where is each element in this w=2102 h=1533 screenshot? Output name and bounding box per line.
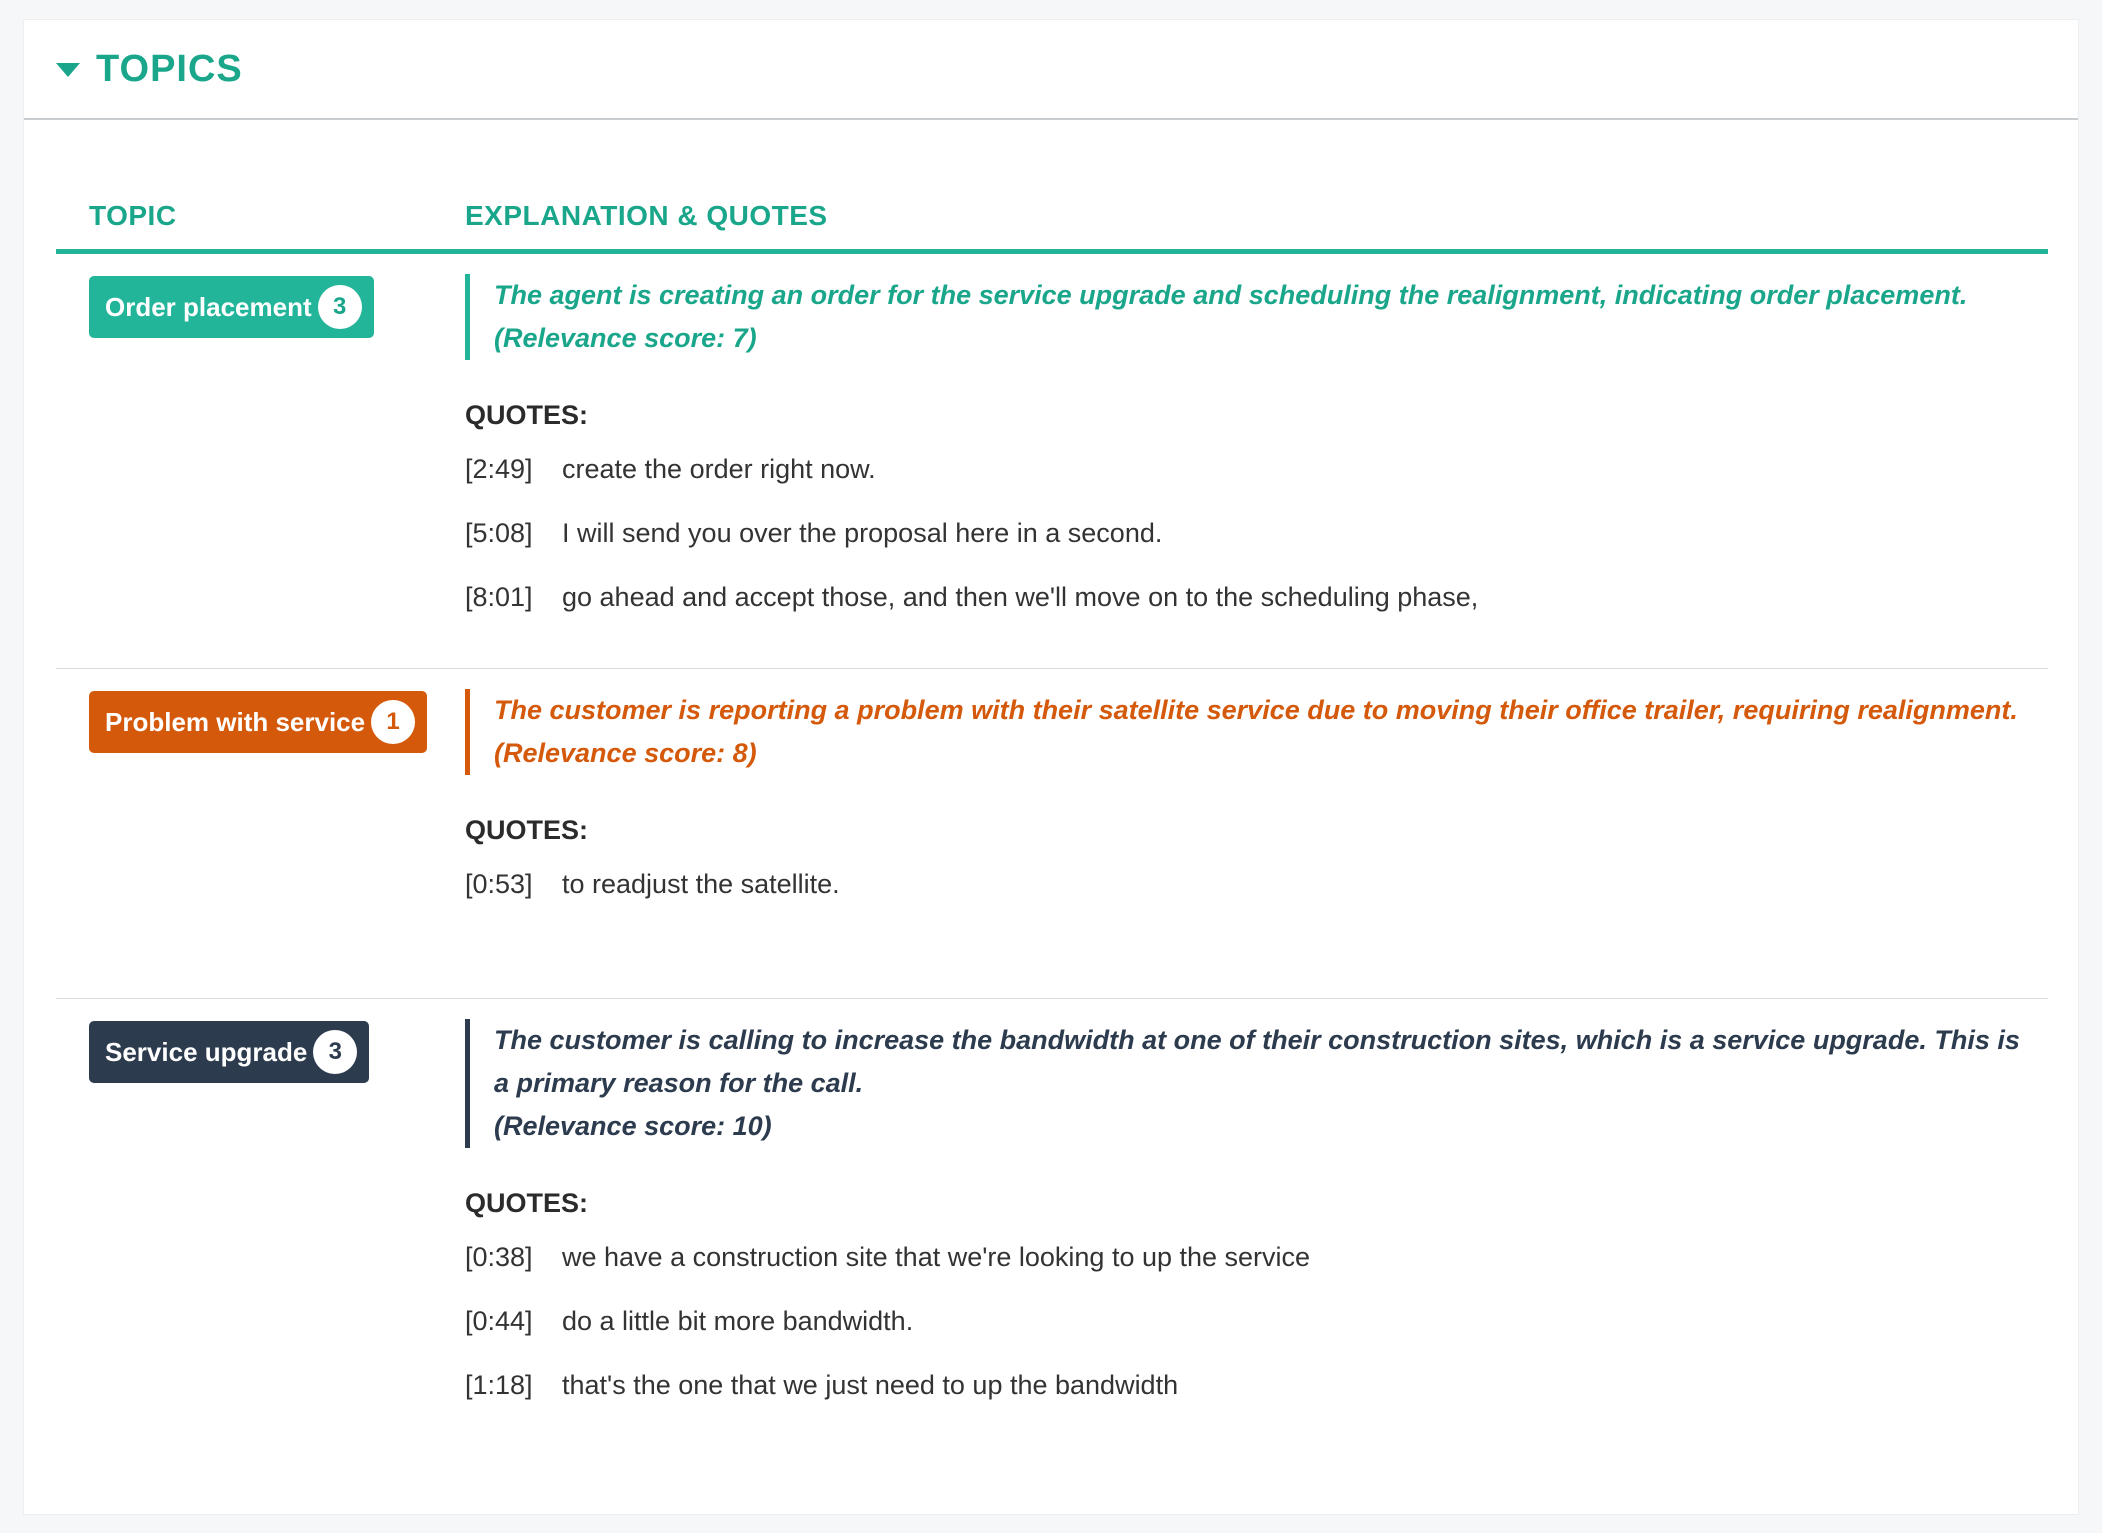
quote-text: do a little bit more bandwidth.: [562, 1306, 914, 1336]
quotes-label: QUOTES:: [465, 400, 589, 430]
topic-explanation: [465, 1019, 2025, 1148]
topic-count-badge: 3: [313, 1030, 357, 1074]
quote-text: I will send you over the proposal here in a second.: [562, 518, 1163, 548]
quote-timestamp[interactable]: [2:49]: [465, 454, 533, 484]
topic-badge-label: Order placement: [105, 291, 312, 322]
quote-item[interactable]: [465, 449, 2025, 489]
topic-explanation: [465, 689, 2025, 775]
explanation-text: The customer is reporting a problem with their satellite service due to moving their office trailer, requiring realignment.: [494, 695, 2018, 725]
quote-timestamp[interactable]: [8:01]: [465, 582, 533, 612]
relevance-score: (Relevance score: 7): [494, 323, 757, 353]
topic-explanation: [465, 274, 2025, 360]
quote-text: we have a construction site that we're looking to up the service: [562, 1242, 1311, 1272]
column-header-topic: TOPIC: [89, 200, 177, 231]
table-row: [56, 999, 2048, 1499]
topic-count-badge: 3: [318, 285, 362, 329]
topics-panel: [23, 19, 2079, 1515]
topic-badge-order-placement[interactable]: [89, 276, 374, 338]
quotes-label: QUOTES:: [465, 1188, 589, 1218]
quote-timestamp[interactable]: [0:53]: [465, 869, 533, 899]
quote-item[interactable]: [465, 577, 2025, 617]
table-row: [56, 254, 2048, 669]
quote-timestamp[interactable]: [5:08]: [465, 518, 533, 548]
explanation-text: The customer is calling to increase the bandwidth at one of their construction sites, which is a service upgrade. This is a primary reason for the call.: [494, 1025, 2020, 1098]
table-row: [56, 669, 2048, 999]
quote-text: create the order right now.: [562, 454, 876, 484]
quote-item[interactable]: [465, 864, 2025, 904]
topic-badge-service-upgrade[interactable]: [89, 1021, 369, 1083]
relevance-score: (Relevance score: 8): [494, 738, 757, 768]
panel-header[interactable]: [24, 20, 2078, 120]
quote-item[interactable]: [465, 1301, 2025, 1341]
quote-timestamp[interactable]: [0:44]: [465, 1306, 533, 1336]
quote-item[interactable]: [465, 1237, 2025, 1277]
explanation-text: The agent is creating an order for the service upgrade and scheduling the realignment, indicating order placement.: [494, 280, 1968, 310]
quote-text: to readjust the satellite.: [562, 869, 840, 899]
quote-item[interactable]: [465, 1365, 2025, 1405]
table-header: [56, 120, 2048, 254]
topic-badge-label: Service upgrade: [105, 1036, 308, 1067]
quote-text: that's the one that we just need to up the bandwidth: [562, 1370, 1179, 1400]
topics-table: [56, 120, 2048, 1499]
quote-item[interactable]: [465, 513, 2025, 553]
topic-content: [465, 1019, 2025, 1429]
topic-badge-problem-with-service[interactable]: [89, 691, 427, 753]
quote-timestamp[interactable]: [1:18]: [465, 1370, 533, 1400]
topic-content: [465, 274, 2025, 641]
topic-badge-label: Problem with service: [105, 706, 366, 737]
topic-content: [465, 689, 2025, 928]
panel-title: TOPICS: [96, 47, 243, 90]
quote-timestamp[interactable]: [0:38]: [465, 1242, 533, 1272]
relevance-score: (Relevance score: 10): [494, 1111, 772, 1141]
quote-text: go ahead and accept those, and then we'll move on to the scheduling phase,: [562, 582, 1479, 612]
topic-count-badge: 1: [371, 700, 415, 744]
column-header-explanation: EXPLANATION & QUOTES: [465, 200, 828, 231]
caret-down-icon[interactable]: [56, 63, 80, 77]
quotes-label: QUOTES:: [465, 815, 589, 845]
